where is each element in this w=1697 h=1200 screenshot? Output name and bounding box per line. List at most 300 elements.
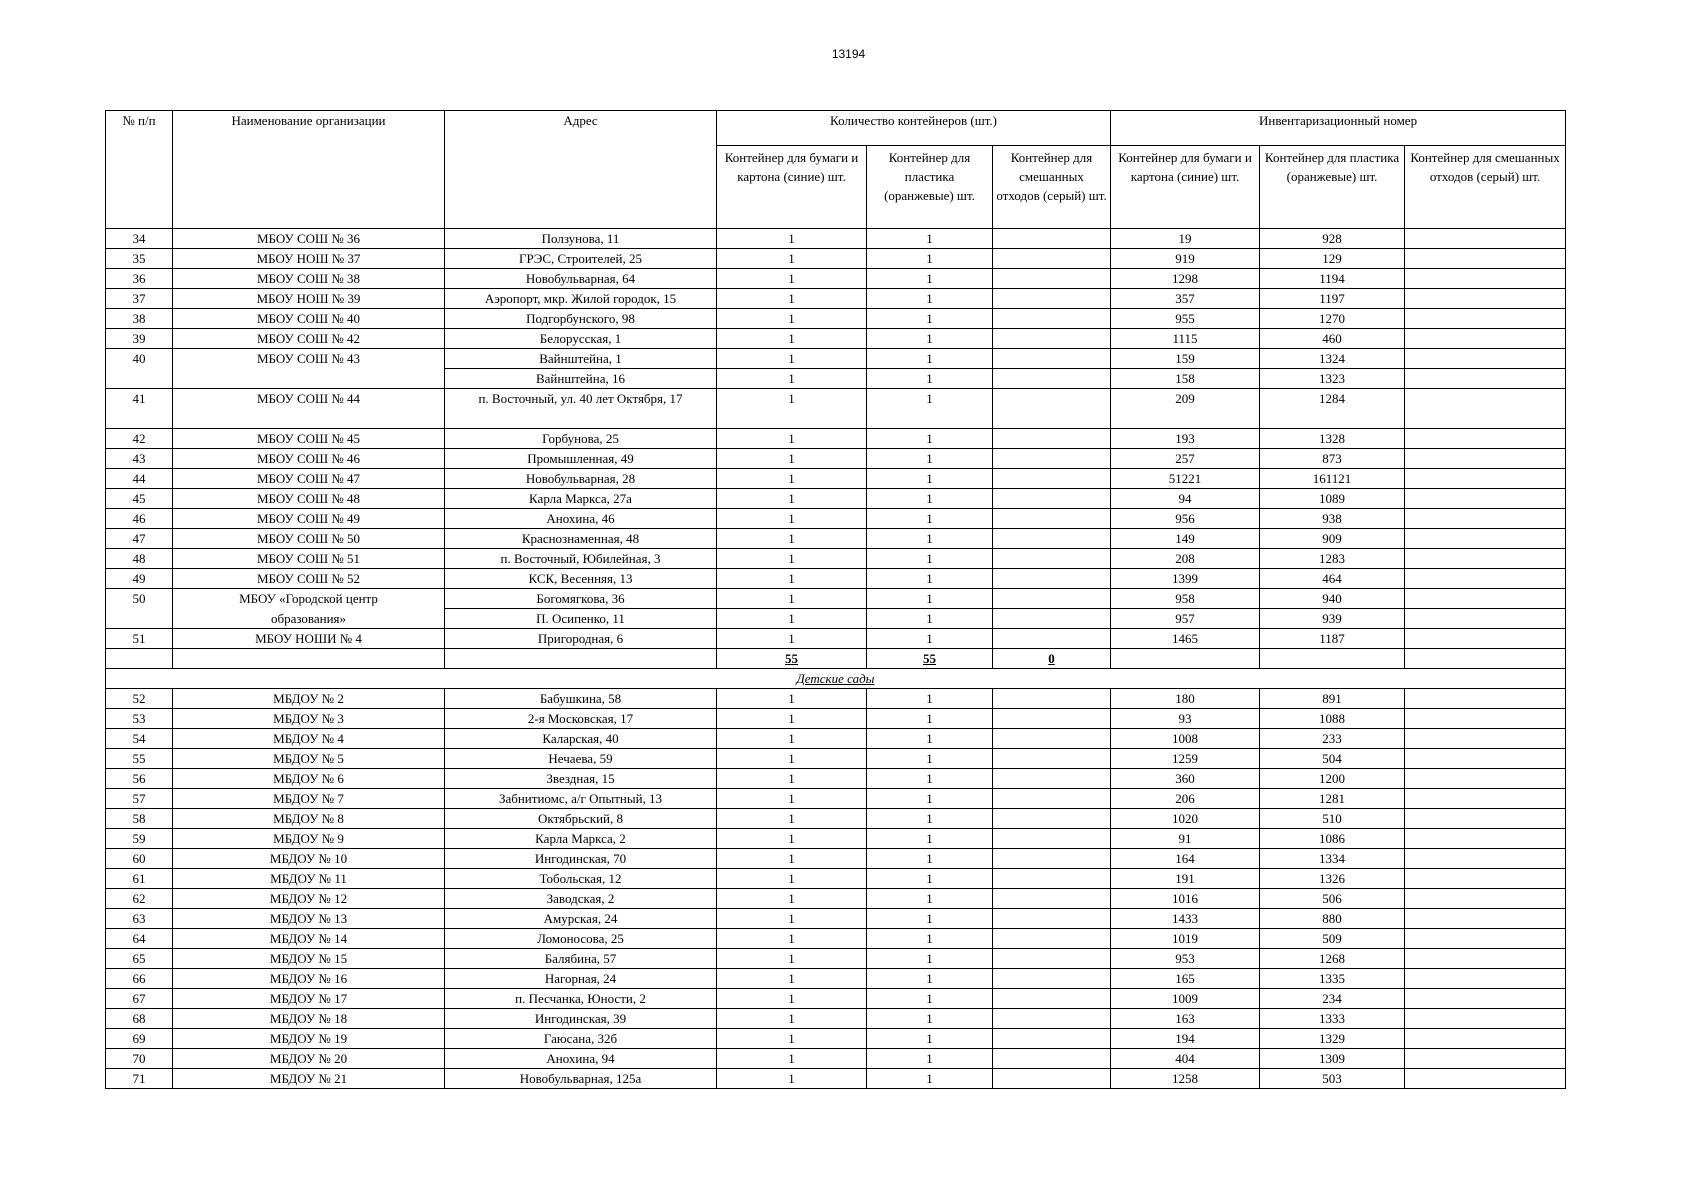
table-row — [106, 389, 1566, 429]
cell-inv-mixed — [1405, 729, 1566, 749]
cell-qty-plastic: 1 — [867, 249, 993, 269]
table-row — [106, 429, 1566, 449]
cell-inv-mixed — [1405, 549, 1566, 569]
cell-num: 55 — [106, 749, 173, 769]
table-header — [106, 111, 1566, 229]
cell-num: 69 — [106, 1029, 173, 1049]
cell-inv-mixed — [1405, 289, 1566, 309]
table-row — [106, 489, 1566, 509]
cell-inv-mixed — [1405, 749, 1566, 769]
cell-inv-paper: 1465 — [1111, 629, 1260, 649]
cell-inv-plastic: 891 — [1260, 689, 1405, 709]
cell-qty-plastic: 1 — [867, 489, 993, 509]
cell-inv-paper: 257 — [1111, 449, 1260, 469]
cell-inv-paper: 164 — [1111, 849, 1260, 869]
cell-qty-plastic: 1 — [867, 729, 993, 749]
cell-num: 34 — [106, 229, 173, 249]
cell-num: 44 — [106, 469, 173, 489]
cell-org: МБДОУ № 20 — [173, 1049, 445, 1069]
cell-qty-mixed — [993, 749, 1111, 769]
table-row — [106, 349, 1566, 369]
cell-qty-mixed — [993, 1049, 1111, 1069]
cell-org: МБДОУ № 13 — [173, 909, 445, 929]
cell-org: МБОУ СОШ № 51 — [173, 549, 445, 569]
cell-inv-paper: 1433 — [1111, 909, 1260, 929]
cell-qty-plastic: 1 — [867, 949, 993, 969]
cell-num: 60 — [106, 849, 173, 869]
cell-inv-mixed — [1405, 869, 1566, 889]
cell-org: МБДОУ № 9 — [173, 829, 445, 849]
cell-num: 66 — [106, 969, 173, 989]
cell-inv-plastic: 1089 — [1260, 489, 1405, 509]
cell-address: Тобольская, 12 — [445, 869, 717, 889]
cell-inv-paper: 209 — [1111, 389, 1260, 429]
cell-inv-plastic: 460 — [1260, 329, 1405, 349]
cell-num: 46 — [106, 509, 173, 529]
table-row — [106, 1069, 1566, 1089]
cell-qty-paper: 1 — [717, 869, 867, 889]
table-row — [106, 629, 1566, 649]
cell-inv-paper: 957 — [1111, 609, 1260, 629]
cell-inv-paper: 91 — [1111, 829, 1260, 849]
cell-inv-plastic: 503 — [1260, 1069, 1405, 1089]
col-header-qty-paper: Контейнер для бумаги и картона (синие) шт. — [717, 146, 867, 229]
cell-qty-mixed — [993, 249, 1111, 269]
cell-qty-mixed — [993, 729, 1111, 749]
cell-num: 57 — [106, 789, 173, 809]
cell-inv-plastic: 1200 — [1260, 769, 1405, 789]
cell-qty-mixed — [993, 449, 1111, 469]
cell-inv-paper: 93 — [1111, 709, 1260, 729]
cell-inv-plastic: 1270 — [1260, 309, 1405, 329]
cell-org: МБДОУ № 18 — [173, 1009, 445, 1029]
cell-num: 62 — [106, 889, 173, 909]
cell-org: образования» — [173, 609, 445, 629]
cell-org: МБОУ «Городской центр — [173, 589, 445, 609]
cell-org: МБОУ СОШ № 36 — [173, 229, 445, 249]
cell-inv-plastic: 1329 — [1260, 1029, 1405, 1049]
cell-num — [106, 649, 173, 669]
cell-inv-mixed — [1405, 849, 1566, 869]
cell-inv-mixed — [1405, 369, 1566, 389]
cell-address: Ползунова, 11 — [445, 229, 717, 249]
cell-org: МБОУ НОШ № 39 — [173, 289, 445, 309]
cell-qty-mixed — [993, 1069, 1111, 1089]
cell-qty-mixed — [993, 329, 1111, 349]
cell-qty-mixed — [993, 469, 1111, 489]
cell-address: П. Осипенко, 11 — [445, 609, 717, 629]
cell-qty-mixed — [993, 349, 1111, 369]
cell-num — [106, 369, 173, 389]
cell-qty-mixed — [993, 609, 1111, 629]
cell-org: МБОУ НОШИ № 4 — [173, 629, 445, 649]
cell-num: 58 — [106, 809, 173, 829]
cell-qty-plastic: 1 — [867, 229, 993, 249]
cell-inv-plastic: 1323 — [1260, 369, 1405, 389]
cell-qty-paper: 1 — [717, 429, 867, 449]
cell-inv-paper: 919 — [1111, 249, 1260, 269]
table-row — [106, 729, 1566, 749]
cell-inv-mixed — [1405, 569, 1566, 589]
cell-qty-mixed — [993, 489, 1111, 509]
cell-qty-mixed — [993, 769, 1111, 789]
cell-inv-plastic: 939 — [1260, 609, 1405, 629]
cell-qty-mixed — [993, 549, 1111, 569]
cell-qty-paper: 1 — [717, 1009, 867, 1029]
cell-num: 43 — [106, 449, 173, 469]
cell-org: МБОУ СОШ № 44 — [173, 389, 445, 429]
cell-inv-mixed — [1405, 489, 1566, 509]
cell-num: 67 — [106, 989, 173, 1009]
cell-qty-plastic: 1 — [867, 349, 993, 369]
cell-inv-paper: 51221 — [1111, 469, 1260, 489]
cell-address: Нагорная, 24 — [445, 969, 717, 989]
cell-num: 53 — [106, 709, 173, 729]
cell-address: Балябина, 57 — [445, 949, 717, 969]
col-group-inventory: Инвентаризационный номер — [1111, 111, 1566, 146]
cell-qty-plastic: 1 — [867, 869, 993, 889]
cell-num: 49 — [106, 569, 173, 589]
cell-address: Ингодинская, 70 — [445, 849, 717, 869]
table-row — [106, 1029, 1566, 1049]
cell-qty-mixed — [993, 269, 1111, 289]
cell-qty-paper: 1 — [717, 309, 867, 329]
cell-address: Карла Маркса, 27а — [445, 489, 717, 509]
col-header-num: № п/п — [106, 111, 173, 229]
cell-inv-paper: 1016 — [1111, 889, 1260, 909]
cell-org: МБДОУ № 5 — [173, 749, 445, 769]
table-row — [106, 249, 1566, 269]
cell-inv-plastic: 1333 — [1260, 1009, 1405, 1029]
cell-inv-paper: 94 — [1111, 489, 1260, 509]
cell-inv-plastic: 940 — [1260, 589, 1405, 609]
cell-inv-mixed — [1405, 1049, 1566, 1069]
col-header-inv-mixed: Контейнер для смешанных отходов (серый) шт. — [1405, 146, 1566, 229]
cell-inv-paper: 1009 — [1111, 989, 1260, 1009]
cell-inv-paper: 1019 — [1111, 929, 1260, 949]
total-qty-plastic: 55 — [867, 649, 993, 669]
cell-num: 47 — [106, 529, 173, 549]
cell-org: МБДОУ № 14 — [173, 929, 445, 949]
cell-qty-mixed — [993, 589, 1111, 609]
cell-qty-plastic: 1 — [867, 469, 993, 489]
cell-qty-plastic: 1 — [867, 549, 993, 569]
cell-qty-paper: 1 — [717, 729, 867, 749]
cell-qty-plastic: 1 — [867, 309, 993, 329]
cell-qty-paper: 1 — [717, 849, 867, 869]
cell-num: 65 — [106, 949, 173, 969]
table-row — [106, 889, 1566, 909]
table-row — [106, 1009, 1566, 1029]
totals-row — [106, 649, 1566, 669]
cell-qty-plastic: 1 — [867, 1049, 993, 1069]
table-row — [106, 589, 1566, 609]
cell-qty-plastic: 1 — [867, 889, 993, 909]
kindergarten-rows — [106, 689, 1566, 1089]
cell-inv-plastic: 1187 — [1260, 629, 1405, 649]
table-row — [106, 769, 1566, 789]
table-row — [106, 609, 1566, 629]
cell-address: Карла Маркса, 2 — [445, 829, 717, 849]
cell-qty-mixed — [993, 389, 1111, 429]
cell-org: МБДОУ № 8 — [173, 809, 445, 829]
cell-inv-plastic: 1335 — [1260, 969, 1405, 989]
cell-num: 71 — [106, 1069, 173, 1089]
cell-inv-plastic: 1324 — [1260, 349, 1405, 369]
table-row — [106, 869, 1566, 889]
cell-org: МБДОУ № 17 — [173, 989, 445, 1009]
cell-address: Пригородная, 6 — [445, 629, 717, 649]
table-row — [106, 829, 1566, 849]
cell-qty-mixed — [993, 429, 1111, 449]
cell-inv-mixed — [1405, 629, 1566, 649]
cell-inv-mixed — [1405, 309, 1566, 329]
cell-org: МБДОУ № 6 — [173, 769, 445, 789]
cell-qty-mixed — [993, 1009, 1111, 1029]
cell-qty-plastic: 1 — [867, 429, 993, 449]
table-row — [106, 749, 1566, 769]
table-row — [106, 229, 1566, 249]
cell-org: МБОУ СОШ № 42 — [173, 329, 445, 349]
cell-org: МБДОУ № 21 — [173, 1069, 445, 1089]
row-40-group — [106, 349, 1566, 429]
cell-qty-plastic: 1 — [867, 329, 993, 349]
cell-inv-paper: 1399 — [1111, 569, 1260, 589]
cell-num: 51 — [106, 629, 173, 649]
cell-inv-paper: 159 — [1111, 349, 1260, 369]
cell-qty-paper: 1 — [717, 749, 867, 769]
cell-address: Ингодинская, 39 — [445, 1009, 717, 1029]
cell-inv-plastic: 1268 — [1260, 949, 1405, 969]
cell-inv-paper: 1008 — [1111, 729, 1260, 749]
table-row — [106, 449, 1566, 469]
cell-num: 35 — [106, 249, 173, 269]
cell-org: МБОУ СОШ № 43 — [173, 349, 445, 369]
cell-inv-plastic: 129 — [1260, 249, 1405, 269]
cell-inv-mixed — [1405, 929, 1566, 949]
cell-org: МБОУ СОШ № 48 — [173, 489, 445, 509]
cell-inv-mixed — [1405, 509, 1566, 529]
cell-inv-plastic: 880 — [1260, 909, 1405, 929]
cell-inv-plastic: 909 — [1260, 529, 1405, 549]
cell-inv-plastic: 234 — [1260, 989, 1405, 1009]
cell-qty-paper: 1 — [717, 569, 867, 589]
cell-qty-paper: 1 — [717, 609, 867, 629]
cell-org: МБДОУ № 10 — [173, 849, 445, 869]
cell-qty-plastic: 1 — [867, 909, 993, 929]
cell-org: МБДОУ № 12 — [173, 889, 445, 909]
cell-qty-paper: 1 — [717, 449, 867, 469]
cell-qty-paper: 1 — [717, 829, 867, 849]
cell-qty-paper: 1 — [717, 529, 867, 549]
cell-inv-mixed — [1405, 249, 1566, 269]
cell-inv-paper: 180 — [1111, 689, 1260, 709]
cell-inv-mixed — [1405, 1069, 1566, 1089]
cell-inv-mixed — [1405, 529, 1566, 549]
cell-qty-mixed — [993, 569, 1111, 589]
cell-num: 39 — [106, 329, 173, 349]
cell-qty-paper: 1 — [717, 929, 867, 949]
schools-rows — [106, 229, 1566, 349]
cell-inv-paper: 1115 — [1111, 329, 1260, 349]
cell-qty-paper: 1 — [717, 909, 867, 929]
cell-inv-mixed — [1405, 469, 1566, 489]
cell-inv-mixed — [1405, 1029, 1566, 1049]
cell-inv-mixed — [1405, 1009, 1566, 1029]
col-header-inv-paper: Контейнер для бумаги и картона (синие) шт. — [1111, 146, 1260, 229]
cell-inv-paper: 206 — [1111, 789, 1260, 809]
cell-qty-mixed — [993, 229, 1111, 249]
cell-qty-plastic: 1 — [867, 569, 993, 589]
cell-inv-plastic: 873 — [1260, 449, 1405, 469]
cell-inv-plastic: 1281 — [1260, 789, 1405, 809]
cell-qty-plastic: 1 — [867, 989, 993, 1009]
table-row — [106, 529, 1566, 549]
cell-num: 64 — [106, 929, 173, 949]
cell-inv-mixed — [1405, 269, 1566, 289]
cell-qty-plastic: 1 — [867, 269, 993, 289]
cell-address: Аэропорт, мкр. Жилой городок, 15 — [445, 289, 717, 309]
cell-qty-paper: 1 — [717, 1069, 867, 1089]
cell-inv-plastic: 1197 — [1260, 289, 1405, 309]
cell-qty-plastic: 1 — [867, 1069, 993, 1089]
cell-qty-paper: 1 — [717, 629, 867, 649]
cell-address: Вайнштейна, 1 — [445, 349, 717, 369]
cell-inv-mixed — [1405, 769, 1566, 789]
col-group-quantity: Количество контейнеров (шт.) — [717, 111, 1111, 146]
cell-qty-plastic: 1 — [867, 529, 993, 549]
cell-qty-plastic: 1 — [867, 369, 993, 389]
cell-qty-paper: 1 — [717, 949, 867, 969]
cell-qty-mixed — [993, 1029, 1111, 1049]
cell-address: Анохина, 46 — [445, 509, 717, 529]
cell-qty-paper: 1 — [717, 889, 867, 909]
cell-inv-plastic: 1086 — [1260, 829, 1405, 849]
cell-qty-paper: 1 — [717, 289, 867, 309]
cell-org: МБОУ СОШ № 49 — [173, 509, 445, 529]
cell-inv-paper: 149 — [1111, 529, 1260, 549]
cell-qty-plastic: 1 — [867, 509, 993, 529]
cell-qty-paper: 1 — [717, 509, 867, 529]
table-row — [106, 289, 1566, 309]
cell-org: МБОУ СОШ № 40 — [173, 309, 445, 329]
cell-qty-mixed — [993, 889, 1111, 909]
col-header-address: Адрес — [445, 111, 717, 229]
cell-qty-paper: 1 — [717, 269, 867, 289]
col-header-qty-plastic: Контейнер для пластика (оранжевые) шт. — [867, 146, 993, 229]
col-header-inv-plastic: Контейнер для пластика (оранжевые) шт. — [1260, 146, 1405, 229]
cell-org: МБОУ СОШ № 47 — [173, 469, 445, 489]
table-row — [106, 849, 1566, 869]
cell-qty-plastic: 1 — [867, 689, 993, 709]
cell-qty-plastic: 1 — [867, 389, 993, 429]
cell-qty-mixed — [993, 869, 1111, 889]
cell-inv-mixed — [1405, 889, 1566, 909]
total-qty-mixed: 0 — [993, 649, 1111, 669]
table-row — [106, 329, 1566, 349]
cell-inv-mixed — [1405, 429, 1566, 449]
cell-inv-paper — [1111, 649, 1260, 669]
cell-address: Амурская, 24 — [445, 909, 717, 929]
cell-num: 38 — [106, 309, 173, 329]
cell-address: Белорусская, 1 — [445, 329, 717, 349]
cell-inv-paper: 1298 — [1111, 269, 1260, 289]
cell-address: Нечаева, 59 — [445, 749, 717, 769]
cell-qty-paper: 1 — [717, 689, 867, 709]
cell-qty-plastic: 1 — [867, 1009, 993, 1029]
cell-qty-plastic: 1 — [867, 809, 993, 829]
cell-inv-plastic: 510 — [1260, 809, 1405, 829]
cell-qty-plastic: 1 — [867, 849, 993, 869]
cell-qty-paper: 1 — [717, 349, 867, 369]
cell-inv-paper: 956 — [1111, 509, 1260, 529]
table-row — [106, 269, 1566, 289]
cell-address: КСК, Весенняя, 13 — [445, 569, 717, 589]
table-row — [106, 709, 1566, 729]
table-row — [106, 969, 1566, 989]
cell-org: МБДОУ № 15 — [173, 949, 445, 969]
section-title-kindergartens: Детские сады — [106, 669, 1566, 689]
cell-inv-plastic: 1284 — [1260, 389, 1405, 429]
containers-table — [105, 110, 1566, 1089]
cell-address: 2-я Московская, 17 — [445, 709, 717, 729]
cell-org: МБОУ СОШ № 46 — [173, 449, 445, 469]
cell-org: МБДОУ № 19 — [173, 1029, 445, 1049]
cell-inv-plastic: 464 — [1260, 569, 1405, 589]
cell-inv-mixed — [1405, 829, 1566, 849]
cell-address: Новобульварная, 64 — [445, 269, 717, 289]
cell-qty-mixed — [993, 849, 1111, 869]
cell-address: Новобульварная, 28 — [445, 469, 717, 489]
cell-inv-paper: 955 — [1111, 309, 1260, 329]
cell-inv-plastic: 504 — [1260, 749, 1405, 769]
cell-qty-paper: 1 — [717, 589, 867, 609]
cell-num: 61 — [106, 869, 173, 889]
cell-qty-mixed — [993, 689, 1111, 709]
table-row — [106, 1049, 1566, 1069]
cell-org: МБДОУ № 2 — [173, 689, 445, 709]
cell-qty-paper: 1 — [717, 549, 867, 569]
cell-org — [173, 369, 445, 389]
cell-qty-plastic: 1 — [867, 709, 993, 729]
table-row — [106, 949, 1566, 969]
cell-org — [173, 649, 445, 669]
cell-qty-plastic: 1 — [867, 749, 993, 769]
col-header-qty-mixed: Контейнер для смешанных отходов (серый) шт. — [993, 146, 1111, 229]
cell-org: МБОУ СОШ № 38 — [173, 269, 445, 289]
cell-org: МБОУ НОШ № 37 — [173, 249, 445, 269]
cell-address: Вайнштейна, 16 — [445, 369, 717, 389]
cell-inv-mixed — [1405, 389, 1566, 429]
cell-qty-mixed — [993, 989, 1111, 1009]
cell-inv-mixed — [1405, 789, 1566, 809]
cell-org: МБОУ СОШ № 52 — [173, 569, 445, 589]
cell-inv-mixed — [1405, 969, 1566, 989]
cell-num: 45 — [106, 489, 173, 509]
cell-qty-paper: 1 — [717, 789, 867, 809]
cell-inv-paper: 193 — [1111, 429, 1260, 449]
cell-qty-mixed — [993, 629, 1111, 649]
cell-num: 42 — [106, 429, 173, 449]
cell-qty-mixed — [993, 929, 1111, 949]
cell-address: Ломоносова, 25 — [445, 929, 717, 949]
cell-inv-plastic: 1283 — [1260, 549, 1405, 569]
cell-num: 50 — [106, 589, 173, 609]
cell-inv-paper: 958 — [1111, 589, 1260, 609]
cell-inv-mixed — [1405, 229, 1566, 249]
cell-num: 59 — [106, 829, 173, 849]
cell-inv-plastic: 233 — [1260, 729, 1405, 749]
